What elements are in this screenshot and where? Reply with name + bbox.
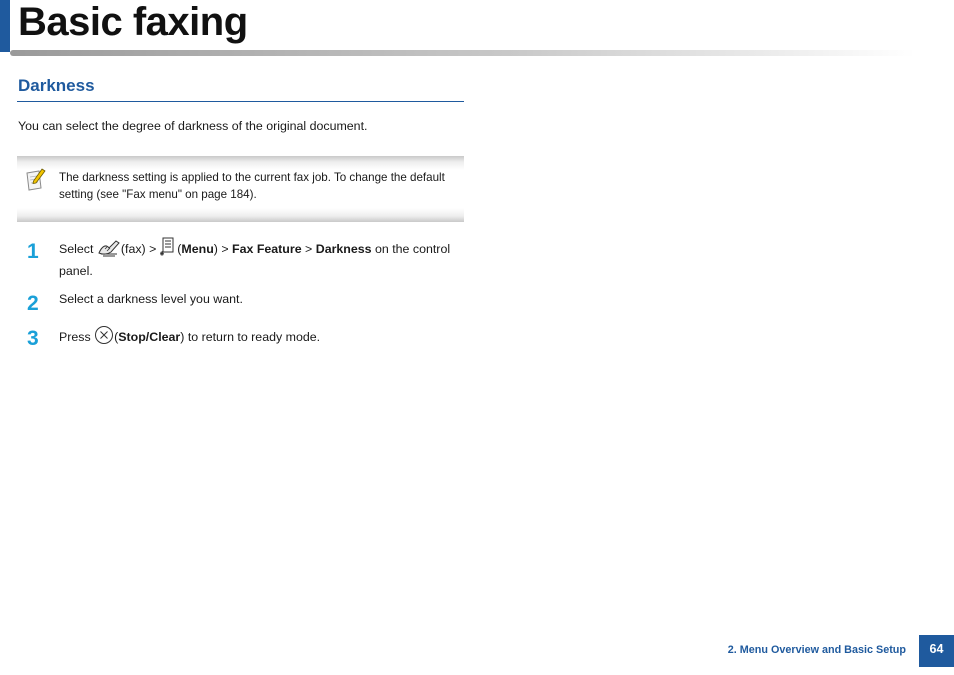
step-3-press: Press [59,329,91,344]
step-1-select: Select [59,241,94,256]
step-1-menu-open: ( [177,241,182,256]
note-box [17,156,464,222]
note-text: The darkness setting is applied to the current fax job. To change the default setting (see "Fax menu" on page 184). [59,171,445,201]
step-1-menu-close: ) > [213,241,229,256]
step-number: 3 [27,327,39,350]
menu-icon [160,237,174,262]
step-number: 1 [27,240,39,263]
step-text [59,237,464,280]
intro-paragraph: You can select the degree of darkness of the original document. [18,119,368,133]
step-1-menu: Menu [181,241,214,256]
step-1-darkness: Darkness [315,241,372,256]
step-3-end: ) to return to ready mode. [180,329,321,344]
page-number-badge: 64 [919,635,954,667]
step-1-end: on the control panel. [59,241,451,278]
section-divider [17,101,464,102]
step-text: Select a darkness level you want. [59,292,243,306]
step-3-stop-clear: Stop/Clear [118,329,181,344]
footer-chapter-label: 2. Menu Overview and Basic Setup [727,644,906,656]
step-3-open: ( [114,329,119,344]
title-divider [10,50,915,56]
title-accent-bar [0,0,10,52]
step-text [59,325,464,350]
stop-clear-icon [94,325,114,350]
step-1-separator: > [305,241,313,256]
page-title: Basic faxing [18,0,248,44]
note-pencil-icon [25,168,47,192]
fax-icon [97,237,121,262]
section-heading: Darkness [18,76,95,95]
step-1-fax-label: (fax) > [120,241,157,256]
step-1-fax-feature: Fax Feature [232,241,302,256]
step-number: 2 [27,292,39,315]
